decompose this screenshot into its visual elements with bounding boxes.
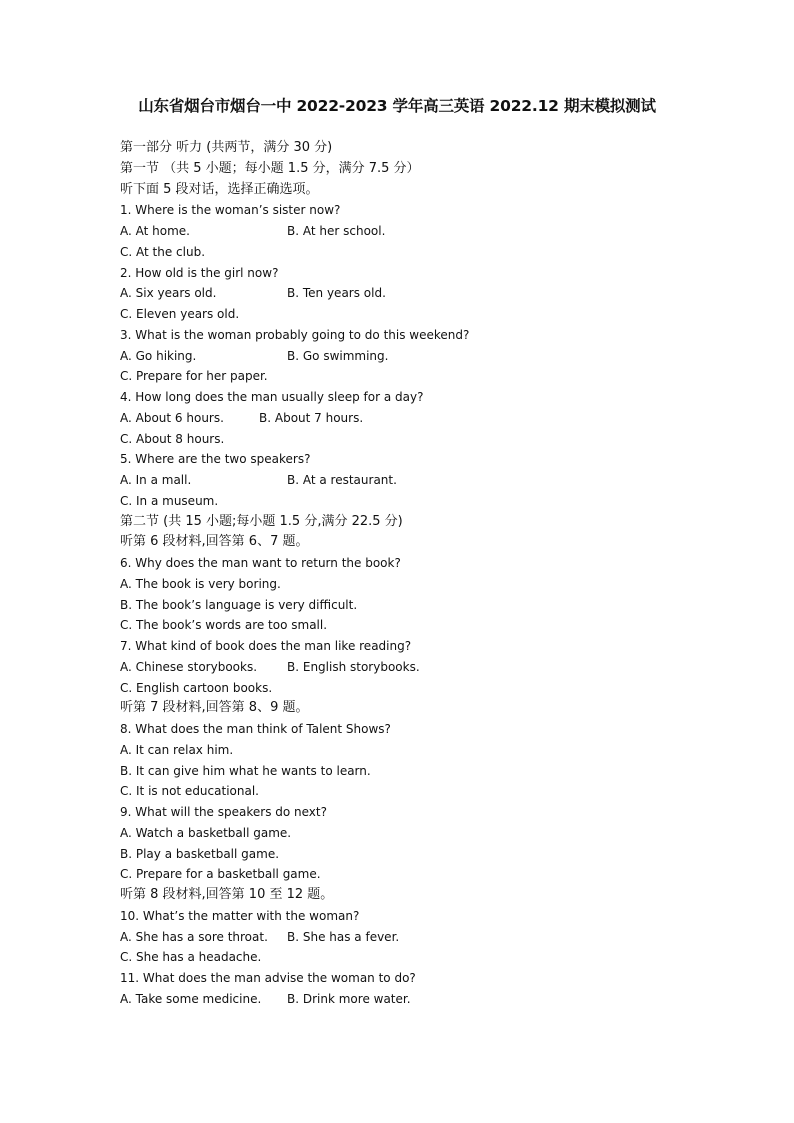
option-b: B. Ten years old. — [287, 286, 386, 301]
document-body — [120, 138, 720, 1010]
option-c: C. Prepare for a basketball game. — [120, 867, 321, 882]
section-heading: 第一节 （共 5 小题；每小题 1.5 分，满分 7.5 分） — [120, 160, 420, 176]
question-1: 1. Where is the woman’s sister now? — [120, 203, 341, 218]
option-c: C. It is not educational. — [120, 784, 259, 799]
question-6: 6. Why does the man want to return the book? — [120, 556, 401, 570]
material-heading: 听第 8 段材料,回答第 10 至 12 题。 — [120, 887, 334, 902]
option-a: A. About 6 hours. — [120, 410, 224, 425]
option-b: B. About 7 hours. — [259, 410, 364, 425]
option-c: C. In a museum. — [120, 493, 219, 508]
options-row — [120, 470, 720, 491]
option-c: C. About 8 hours. — [120, 431, 225, 446]
options-row — [120, 408, 720, 429]
option-a: A. Go hiking. — [120, 348, 197, 363]
material-heading: 听第 7 段材料,回答第 8、9 题。 — [120, 700, 309, 716]
options-row — [120, 283, 720, 304]
option-a: A. The book is very boring. — [120, 576, 281, 591]
option-b: B. Drink more water. — [287, 991, 411, 1006]
option-a: A. Six years old. — [120, 286, 217, 301]
option-a: A. She has a sore throat. — [120, 929, 268, 944]
question-5: 5. Where are the two speakers? — [120, 452, 311, 467]
option-b: B. Play a basketball game. — [120, 846, 280, 861]
question-7: 7. What kind of book does the man like reading? — [120, 639, 412, 653]
question-4: 4. How long does the man usually sleep for a day? — [120, 390, 424, 404]
option-b: B. Go swimming. — [287, 348, 389, 363]
option-b: B. At a restaurant. — [287, 473, 397, 487]
option-b: B. The book’s language is very difficult. — [120, 597, 358, 612]
option-b: B. English storybooks. — [287, 659, 420, 674]
option-a: A. Chinese storybooks. — [120, 659, 258, 674]
option-c: C. English cartoon books. — [120, 680, 273, 695]
option-c: C. She has a headache. — [120, 950, 262, 965]
question-9: 9. What will the speakers do next? — [120, 805, 327, 819]
option-c: C. Prepare for her paper. — [120, 369, 268, 384]
option-a: A. It can relax him. — [120, 742, 234, 757]
option-c: C. At the club. — [120, 244, 206, 259]
question-8: 8. What does the man think of Talent Shows? — [120, 722, 391, 736]
question-3: 3. What is the woman probably going to do this weekend? — [120, 327, 470, 342]
material-heading: 听第 6 段材料,回答第 6、7 题。 — [120, 534, 309, 550]
question-10: 10. What’s the matter with the woman? — [120, 908, 360, 923]
option-a: A. In a mall. — [120, 473, 192, 487]
page-title: 山东省烟台市烟台一中 2022-2023 学年高三英语 2022.12 期末模拟测试 — [138, 97, 656, 115]
option-a: A. At home. — [120, 224, 190, 238]
question-2: 2. How old is the girl now? — [120, 265, 279, 280]
option-b: B. She has a fever. — [287, 929, 400, 944]
options-row — [120, 657, 720, 678]
part-heading: 第一部分 听力 (共两节，满分 30 分) — [120, 140, 333, 155]
option-b: B. At her school. — [287, 224, 386, 238]
option-b: B. It can give him what he wants to learn. — [120, 763, 371, 778]
options-row — [120, 221, 720, 242]
options-row — [120, 346, 720, 367]
option-c: C. The book’s words are too small. — [120, 618, 328, 633]
question-11: 11. What does the man advise the woman to do? — [120, 971, 416, 985]
option-a: A. Take some medicine. — [120, 991, 262, 1006]
section-heading: 第二节 (共 15 小题;每小题 1.5 分,满分 22.5 分) — [120, 513, 403, 529]
section-instruction: 听下面 5 段对话，选择正确选项。 — [120, 181, 319, 197]
options-row — [120, 989, 720, 1010]
option-a: A. Watch a basketball game. — [120, 825, 292, 840]
option-c: C. Eleven years old. — [120, 307, 240, 321]
options-row — [120, 927, 720, 948]
